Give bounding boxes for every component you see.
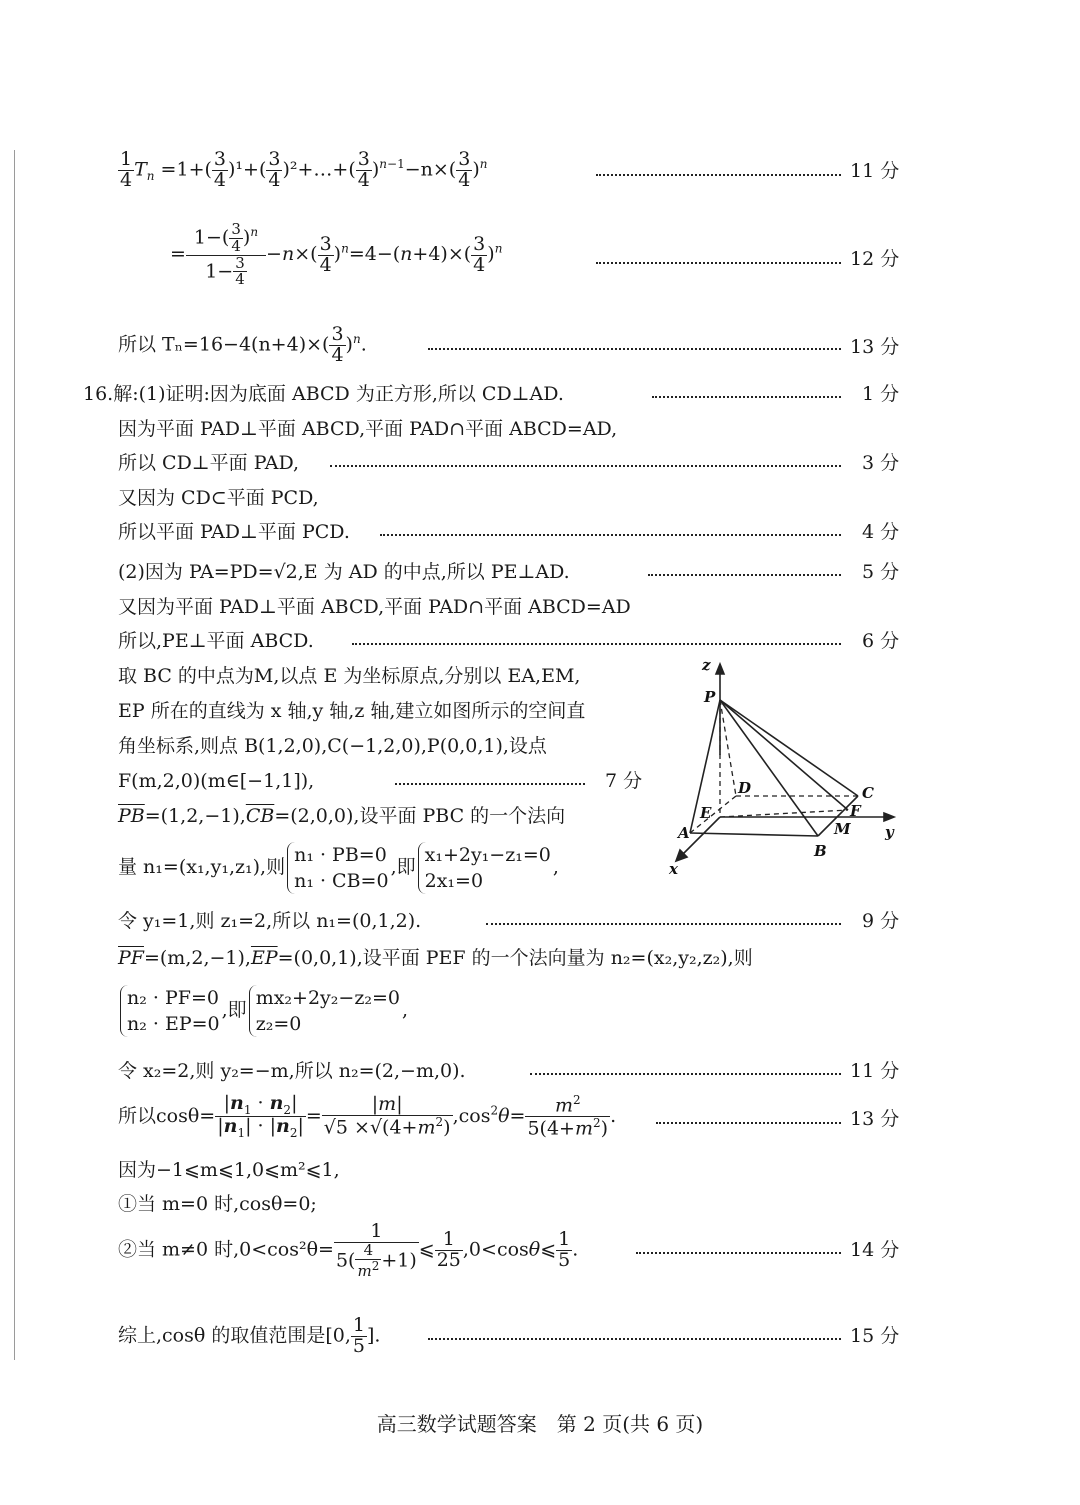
leader-dots: [530, 1073, 841, 1075]
question-16-line-22: ②当 m≠0 时,0<cos²θ= 1 5( $\frac{4}{m^2}$ +1) ⩽ $\frac{1}{25}$ ,0<cosθ⩽ $\frac{1}{5}$ .: [118, 1220, 579, 1280]
question-16-line-17: n₂ · PF=0 n₂ · EP=0 ,即 mx₂+2y₂−z₂=0 z₂=0 ,: [118, 985, 900, 1037]
leader-dots: [428, 1338, 841, 1340]
question-16-line-19: 所以cosθ= $\frac{|n_1 \cdot n_2|}{|n_1| \cdot |n_2|}$ = $\frac{|m|}{√5 \times√(4+m^2)}$ $,\cos^2\theta=$ $\frac{m^2}{5(4+m^2)}$ .: [118, 1092, 617, 1141]
leader-dots: [596, 174, 841, 176]
score-label: 6 分: [862, 630, 900, 652]
label-c: C: [862, 784, 874, 802]
leader-dots: [486, 923, 841, 925]
y-axis-arrow: [884, 813, 894, 821]
score-label: 9 分: [862, 910, 900, 932]
label-m: M: [834, 820, 851, 838]
leader-dots: [596, 262, 841, 264]
edge-pb: [720, 700, 818, 836]
question-16-line-18: 令 x₂=2,则 y₂=−m,所以 n₂=(2,−m,0).: [118, 1060, 466, 1082]
vector-pb: $\overline{PB}$: [118, 805, 145, 827]
question-16-line-5: 所以平面 PAD⊥平面 PCD.: [118, 521, 350, 543]
question-16-line-21: ①当 m=0 时,cosθ=0;: [118, 1193, 317, 1215]
question-16-line-6: (2)因为 PA=PD=√2,E 为 AD 的中点,所以 PE⊥AD.: [118, 561, 570, 583]
page-margin-line: [14, 150, 15, 1360]
system-brace: n₁ · PB=0 n₁ · CB=0: [287, 842, 388, 894]
edge-ab: [690, 833, 818, 836]
question-16-line-12: F(m,2,0)(m∈[−1,1]),: [118, 770, 315, 792]
score-label: 15 分: [850, 1325, 900, 1347]
leader-dots: [395, 783, 585, 785]
label-x: x: [669, 860, 678, 878]
question-16-line-1: 16.解:(1)证明:因为底面 ABCD 为正方形,所以 CD⊥AD.: [83, 383, 564, 405]
score-label: 3 分: [862, 452, 900, 474]
question-16-line-3: 所以 CD⊥平面 PAD,: [118, 452, 300, 474]
equation-line-1: $\frac{1}{4}$ $T_n =1+$( $\frac{3}{4}$ )¹+( $\frac{3}{4}$ )²+…+( $\frac{3}{4}$ )$^{n-1}$−n×( $\frac{3}{4}$ )$^n$: [120, 148, 488, 191]
z-axis-arrow: [716, 664, 724, 674]
question-16-line-7: 又因为平面 PAD⊥平面 ABCD,平面 PAD∩平面 ABCD=AD: [118, 596, 631, 618]
page-footer: 高三数学试题答案 第 2 页(共 6 页): [376, 1412, 704, 1436]
question-16-line-9: 取 BC 的中点为M,以点 E 为坐标原点,分别以 EA,EM,: [118, 665, 581, 687]
question-16-line-16: $\overline{PF}=(m,2,-1),\overline{EP}=(0,0,1)$,设平面 PEF 的一个法向量为 n₂=(x₂,y₂,z₂),则: [118, 947, 753, 969]
label-y: y: [885, 823, 894, 841]
leader-dots: [330, 465, 841, 467]
leader-dots: [652, 396, 841, 398]
label-b: B: [814, 842, 827, 860]
label-d: D: [738, 779, 752, 797]
label-f: F: [850, 802, 861, 820]
score-label: 1 分: [862, 383, 900, 405]
question-16-line-8: 所以,PE⊥平面 ABCD.: [118, 630, 314, 652]
leader-dots: [428, 348, 841, 350]
edge-pd: [720, 700, 736, 796]
leader-dots: [656, 1122, 841, 1124]
score-label: 4 分: [862, 521, 900, 543]
vector-cb: $\overline{CB}$: [245, 805, 275, 827]
equation-line-2: = 1−( $\frac{3}{4}$ )$^n$ 1− $\frac{3}{4}$ −n×( $\frac{3}{4}$ )$^n$=4−(n+4)×( $\frac{3}{4}$ )$^n$: [170, 220, 503, 289]
equation-line-3: 所以 Tₙ=16−4(n+4)×( $\frac{3}{4}$ )$^n$.: [118, 323, 367, 366]
question-16-line-2: 因为平面 PAD⊥平面 ABCD,平面 PAD∩平面 ABCD=AD,: [118, 418, 618, 440]
question-16-line-10: EP 所在的直线为 x 轴,y 轴,z 轴,建立如图所示的空间直: [118, 700, 586, 722]
question-16-line-23: 综上,cosθ 的取值范围是[0, $\frac{1}{5}$ ].: [118, 1314, 381, 1357]
score-label: 5 分: [862, 561, 900, 583]
t-symbol: T: [134, 158, 147, 181]
system-brace: mx₂+2y₂−z₂=0 z₂=0: [249, 985, 400, 1037]
score-label: 11 分: [850, 160, 900, 182]
score-label: 7 分: [605, 770, 643, 792]
score-label: 14 分: [850, 1239, 900, 1261]
question-16-line-15: 令 y₁=1,则 z₁=2,所以 n₁=(0,1,2).: [118, 910, 422, 932]
leader-dots: [352, 643, 841, 645]
score-label: 12 分: [850, 248, 900, 270]
question-16-line-14: 量 n₁=(x₁,y₁,z₁),则 n₁ · PB=0 n₁ · CB=0 ,即 x₁+2y₁−z₁=0 2x₁=0 ,: [118, 844, 559, 892]
system-brace: x₁+2y₁−z₁=0 2x₁=0: [418, 842, 551, 894]
vector-pf: $\overline{PF}$: [118, 947, 144, 969]
leader-dots: [380, 534, 841, 536]
question-16-line-13: $\overline{PB}=(1,2,-1),\overline{CB}=(2,0,0)$,设平面 PBC 的一个法向: [118, 805, 566, 827]
leader-dots: [636, 1252, 841, 1254]
label-e: E: [700, 804, 712, 822]
leader-dots: [648, 574, 841, 576]
label-p: P: [704, 688, 716, 706]
pyramid-diagram: [668, 660, 908, 880]
system-brace: n₂ · PF=0 n₂ · EP=0: [120, 985, 220, 1037]
label-z: z: [702, 660, 711, 674]
question-16-line-20: 因为−1⩽m⩽1,0⩽m²⩽1,: [118, 1159, 340, 1181]
edge-ef: [720, 810, 848, 817]
question-16-line-4: 又因为 CD⊂平面 PCD,: [118, 487, 319, 509]
score-label: 11 分: [850, 1060, 900, 1082]
label-a: A: [678, 824, 690, 842]
vector-ep: $\overline{EP}$: [250, 947, 278, 969]
score-label: 13 分: [850, 1108, 900, 1130]
question-16-line-11: 角坐标系,则点 B(1,2,0),C(−1,2,0),P(0,0,1),设点: [118, 735, 547, 757]
score-label: 13 分: [850, 336, 900, 358]
